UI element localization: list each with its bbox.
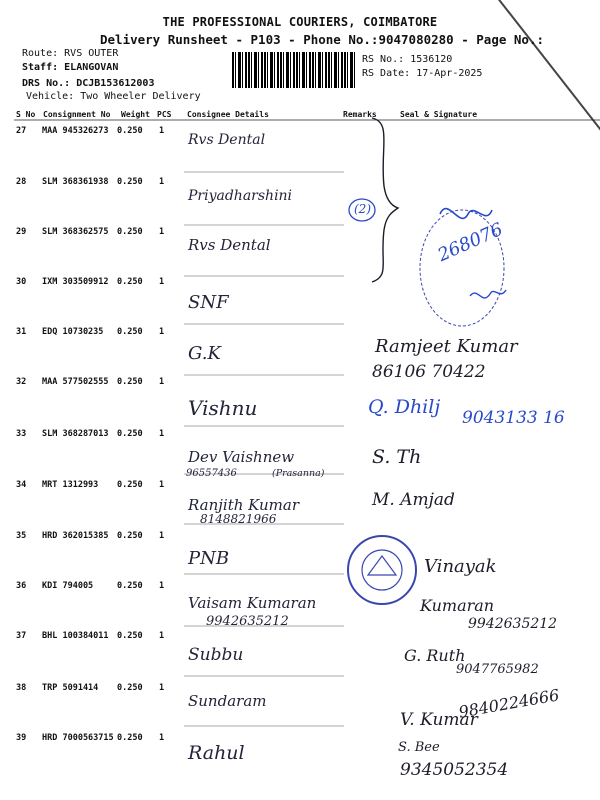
row-weight: 0.250	[117, 531, 143, 541]
row-consignee-name: Priyadharshini	[188, 188, 293, 204]
table-row	[0, 227, 600, 277]
row-consignment-no: HRD 7000563715	[42, 733, 114, 743]
col-header-sno: S No	[16, 110, 36, 119]
staff-label: Staff:	[22, 62, 59, 73]
row-consignment-no: EDQ 10730235	[42, 327, 104, 337]
table-row	[0, 733, 600, 783]
col-header-pcs: PCS	[157, 110, 172, 119]
signature-31-name: Ramjeet Kumar	[375, 336, 518, 357]
row-sno: 38	[16, 683, 27, 693]
table-row	[0, 531, 600, 581]
row-consignee-name: PNB	[188, 548, 230, 569]
row-sno: 31	[16, 327, 27, 337]
row-sno: 32	[16, 377, 27, 387]
signature-32: Q. Dhilj	[368, 396, 441, 418]
row-sno: 30	[16, 277, 27, 287]
row-consignment-no: HRD 362015385	[42, 531, 109, 541]
row-weight: 0.250	[117, 177, 143, 187]
remarks-count: (2)	[354, 202, 371, 216]
signature-37: G. Ruth	[404, 646, 466, 665]
table-row	[0, 126, 600, 176]
consignee-34-phone: 8148821966	[200, 512, 277, 526]
row-pcs: 1	[159, 631, 165, 641]
row-consignment-no: KDI 794005	[42, 581, 94, 591]
row-consignment-no: SLM 368361938	[42, 177, 109, 187]
row-consignee-name: Vishnu	[188, 396, 258, 420]
row-pcs: 1	[159, 581, 165, 591]
signature-35: Vinayak	[424, 556, 497, 577]
signature-34: M. Amjad	[372, 490, 455, 510]
signature-37-phone: 9047765982	[456, 662, 539, 677]
col-header-remarks: Remarks	[343, 110, 377, 119]
rs-no-label: RS No.:	[362, 54, 405, 65]
row-weight: 0.250	[117, 227, 143, 237]
row-consignment-no: IXM 303509912	[42, 277, 109, 287]
row-consignee-name: G.K	[188, 343, 221, 364]
signature-number-top: 268076	[434, 218, 507, 267]
row-consignment-no: MAA 577502555	[42, 377, 109, 387]
row-consignment-no: MAA 945326273	[42, 126, 109, 136]
row-consignee-name: Subbu	[188, 645, 244, 665]
row-pcs: 1	[159, 377, 165, 387]
row-weight: 0.250	[117, 631, 143, 641]
route-value: RVS OUTER	[64, 48, 119, 59]
row-weight: 0.250	[117, 429, 143, 439]
row-consignee-name: Rahul	[188, 742, 245, 764]
row-consignment-no: SLM 368362575	[42, 227, 109, 237]
signature-36: Kumaran	[420, 596, 495, 615]
signature-32-phone: 9043133 16	[462, 408, 565, 428]
rs-date-label: RS Date:	[362, 68, 411, 79]
row-consignee-name: Rvs Dental	[188, 132, 266, 148]
table-row	[0, 277, 600, 327]
row-pcs: 1	[159, 733, 165, 743]
rs-date-value: 17-Apr-2025	[416, 68, 483, 79]
row-sno: 34	[16, 480, 27, 490]
row-sno: 35	[16, 531, 27, 541]
row-sno: 39	[16, 733, 27, 743]
staff-value: ELANGOVAN	[64, 62, 119, 73]
row-consignment-no: BHL 100384011	[42, 631, 109, 641]
row-pcs: 1	[159, 683, 165, 693]
row-weight: 0.250	[117, 126, 143, 136]
row-weight: 0.250	[117, 327, 143, 337]
signature-39-phone: 9345052354	[400, 760, 509, 780]
rs-no-value: 1536120	[410, 54, 453, 65]
drs-value: DCJB153612003	[76, 78, 155, 89]
row-weight: 0.250	[117, 277, 143, 287]
row-consignment-no: MRT 1312993	[42, 480, 99, 490]
row-pcs: 1	[159, 429, 165, 439]
row-pcs: 1	[159, 277, 165, 287]
signature-33: S. Th	[372, 446, 422, 468]
row-consignment-no: TRP 5091414	[42, 683, 99, 693]
table-row	[0, 480, 600, 530]
row-weight: 0.250	[117, 480, 143, 490]
row-consignee-name: Vaisam Kumaran	[188, 594, 317, 612]
col-header-consignee: Consignee Details	[187, 110, 269, 119]
company-title: THE PROFESSIONAL COURIERS, COIMBATORE	[162, 15, 438, 29]
row-consignment-no: SLM 368287013	[42, 429, 109, 439]
row-sno: 37	[16, 631, 27, 641]
row-sno: 29	[16, 227, 27, 237]
consignee-36-phone: 9942635212	[206, 614, 289, 629]
row-pcs: 1	[159, 327, 165, 337]
table-row	[0, 177, 600, 227]
row-sno: 33	[16, 429, 27, 439]
consignee-33-phone: 96557436	[186, 468, 237, 479]
row-consignee-name: SNF	[188, 292, 229, 313]
row-weight: 0.250	[117, 581, 143, 591]
row-pcs: 1	[159, 177, 165, 187]
signature-31-phone: 86106 70422	[372, 362, 486, 382]
signature-38-phone: 9840224666	[457, 685, 561, 722]
row-pcs: 1	[159, 531, 165, 541]
row-consignee-name: Sundaram	[188, 692, 267, 710]
row-consignee-name: Ranjith Kumar	[188, 496, 300, 514]
runsheet-subtitle: Delivery Runsheet - P103 - Phone No.:9047080280 - Page No.:	[100, 32, 545, 47]
row-sno: 36	[16, 581, 27, 591]
drs-label: DRS No.:	[22, 78, 71, 89]
row-weight: 0.250	[117, 733, 143, 743]
row-consignee-name: Rvs Dental	[188, 236, 271, 254]
row-sno: 27	[16, 126, 27, 136]
row-pcs: 1	[159, 227, 165, 237]
row-consignee-name: Dev Vaishnew	[188, 448, 295, 466]
row-pcs: 1	[159, 480, 165, 490]
row-pcs: 1	[159, 126, 165, 136]
row-sno: 28	[16, 177, 27, 187]
signature-39: S. Bee	[398, 740, 440, 755]
signature-36-phone: 9942635212	[468, 616, 558, 632]
consignee-33-note: (Prasanna)	[272, 468, 325, 479]
signature-38: V. Kumar	[400, 710, 478, 730]
col-header-consignment: Consignment No	[43, 110, 111, 119]
row-weight: 0.250	[117, 377, 143, 387]
col-header-weight: Weight	[121, 110, 150, 119]
row-weight: 0.250	[117, 683, 143, 693]
route-label: Route:	[22, 48, 59, 59]
vehicle-value: Two Wheeler Delivery	[80, 91, 201, 102]
vehicle-label: Vehicle:	[26, 91, 75, 102]
col-header-seal-signature: Seal & Signature	[400, 110, 478, 119]
